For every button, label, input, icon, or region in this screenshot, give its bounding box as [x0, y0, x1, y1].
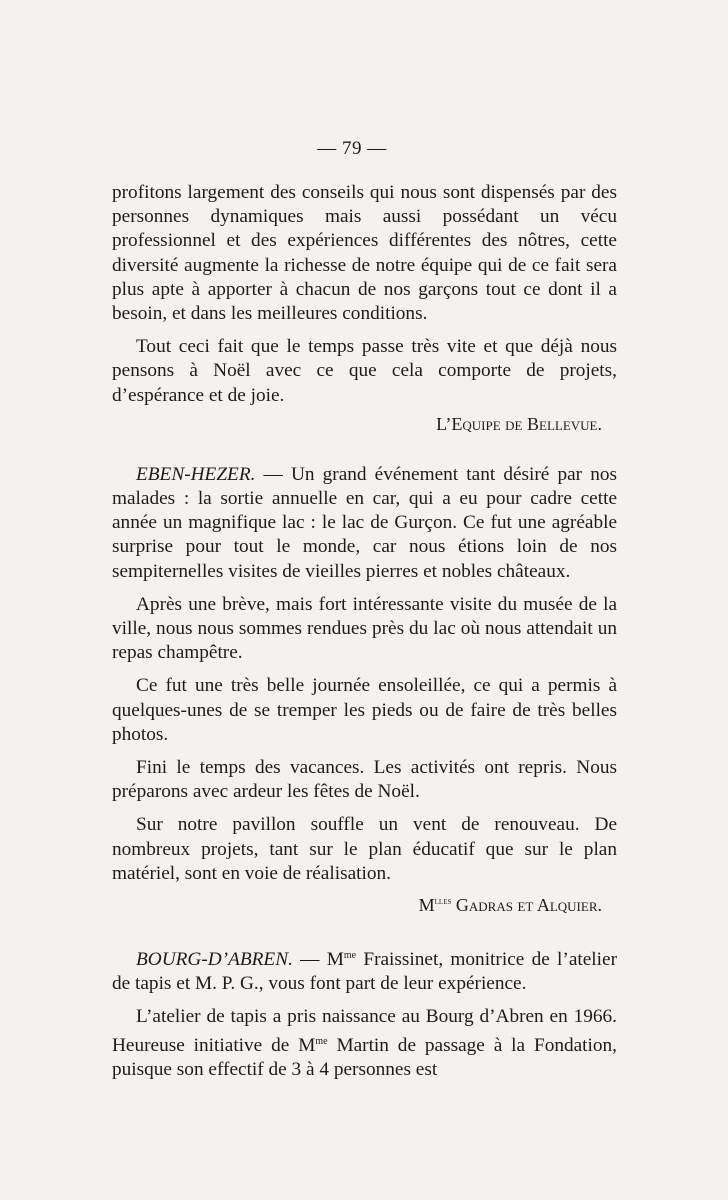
paragraph: Fini le temps des vacances. Les activités ont repris. Nous préparons avec ardeur les fêtes de Noël. — [112, 757, 617, 803]
paragraph-text: — Un grand événement tant désiré par nos malades : la sortie annuelle en car, qui a eu pour cadre cette année un magnifique lac : le lac de Gurçon. Ce fut une agréable surprise pour tout le monde, car nous étions loin de nos sempiternelles visites de vieilles pierres et nobles châteaux. — [112, 463, 617, 582]
paragraph: Ce fut une très belle journée ensoleillée, ce qui a permis à quelques-unes de se tremper les pieds ou de faire de très belles photos. — [112, 675, 617, 745]
section-eben-hezer — [112, 463, 617, 917]
paragraph-text: Fraissinet, monitrice de l’atelier de tapis et M. P. G., vous font part de leur expérience. — [112, 949, 617, 995]
paragraph: Sur notre pavillon souffle un vent de renouveau. De nombreux projets, tant sur le plan éducatif que sur le plan matériel, sont en voie de réalisation. — [112, 814, 617, 884]
body-text — [112, 181, 617, 1082]
paragraph-text: L’atelier de tapis a pris naissance au Bourg d’Abren en 1966. Heureuse initiative de M — [112, 1006, 617, 1056]
paragraph: Après une brève, mais fort intéressante visite du musée de la ville, nous nous sommes rendues près du lac où nous attendait un repas champêtre. — [112, 593, 617, 664]
document-page — [112, 0, 617, 1200]
paragraph: profitons largement des conseils qui nous sont dispensés par des personnes dynamiques mais aussi possédant un vécu professionnel et des expériences différentes des nôtres, cette diversité augmente la richesse de notre équipe qui de ce fait sera plus apte à apporter à chacun de nos garçons tout ce dont il a besoin, et dans les meilleures conditions. — [112, 182, 617, 325]
signature — [112, 890, 602, 917]
signature: L’Equipe de Bellevue. — [436, 413, 602, 434]
paragraph: Tout ceci fait que le temps passe très vite et que déjà nous pensons à Noël avec ce que cela comporte de projets, d’espérance et de joie. — [112, 336, 617, 406]
paragraph-text: Martin de passage à la Fondation, puisque son effectif de 3 à 4 personnes est — [112, 1034, 617, 1080]
sup-text: me — [343, 950, 357, 962]
paragraph — [112, 463, 617, 584]
sup-text: me — [315, 1035, 328, 1047]
sig-text: M — [418, 895, 435, 916]
section-title: BOURG-D’ABREN. — [136, 949, 293, 971]
sig-text: Gadras et Alquier. — [451, 895, 602, 916]
paragraph — [112, 1005, 617, 1082]
paragraph-text: — M — [292, 949, 344, 971]
section-title: EBEN-HEZER. — [136, 463, 256, 485]
paragraph — [112, 944, 617, 996]
sig-sup: lles — [434, 896, 452, 908]
page-number: — 79 — — [317, 138, 387, 159]
section-bourg-dabren — [112, 944, 617, 1082]
